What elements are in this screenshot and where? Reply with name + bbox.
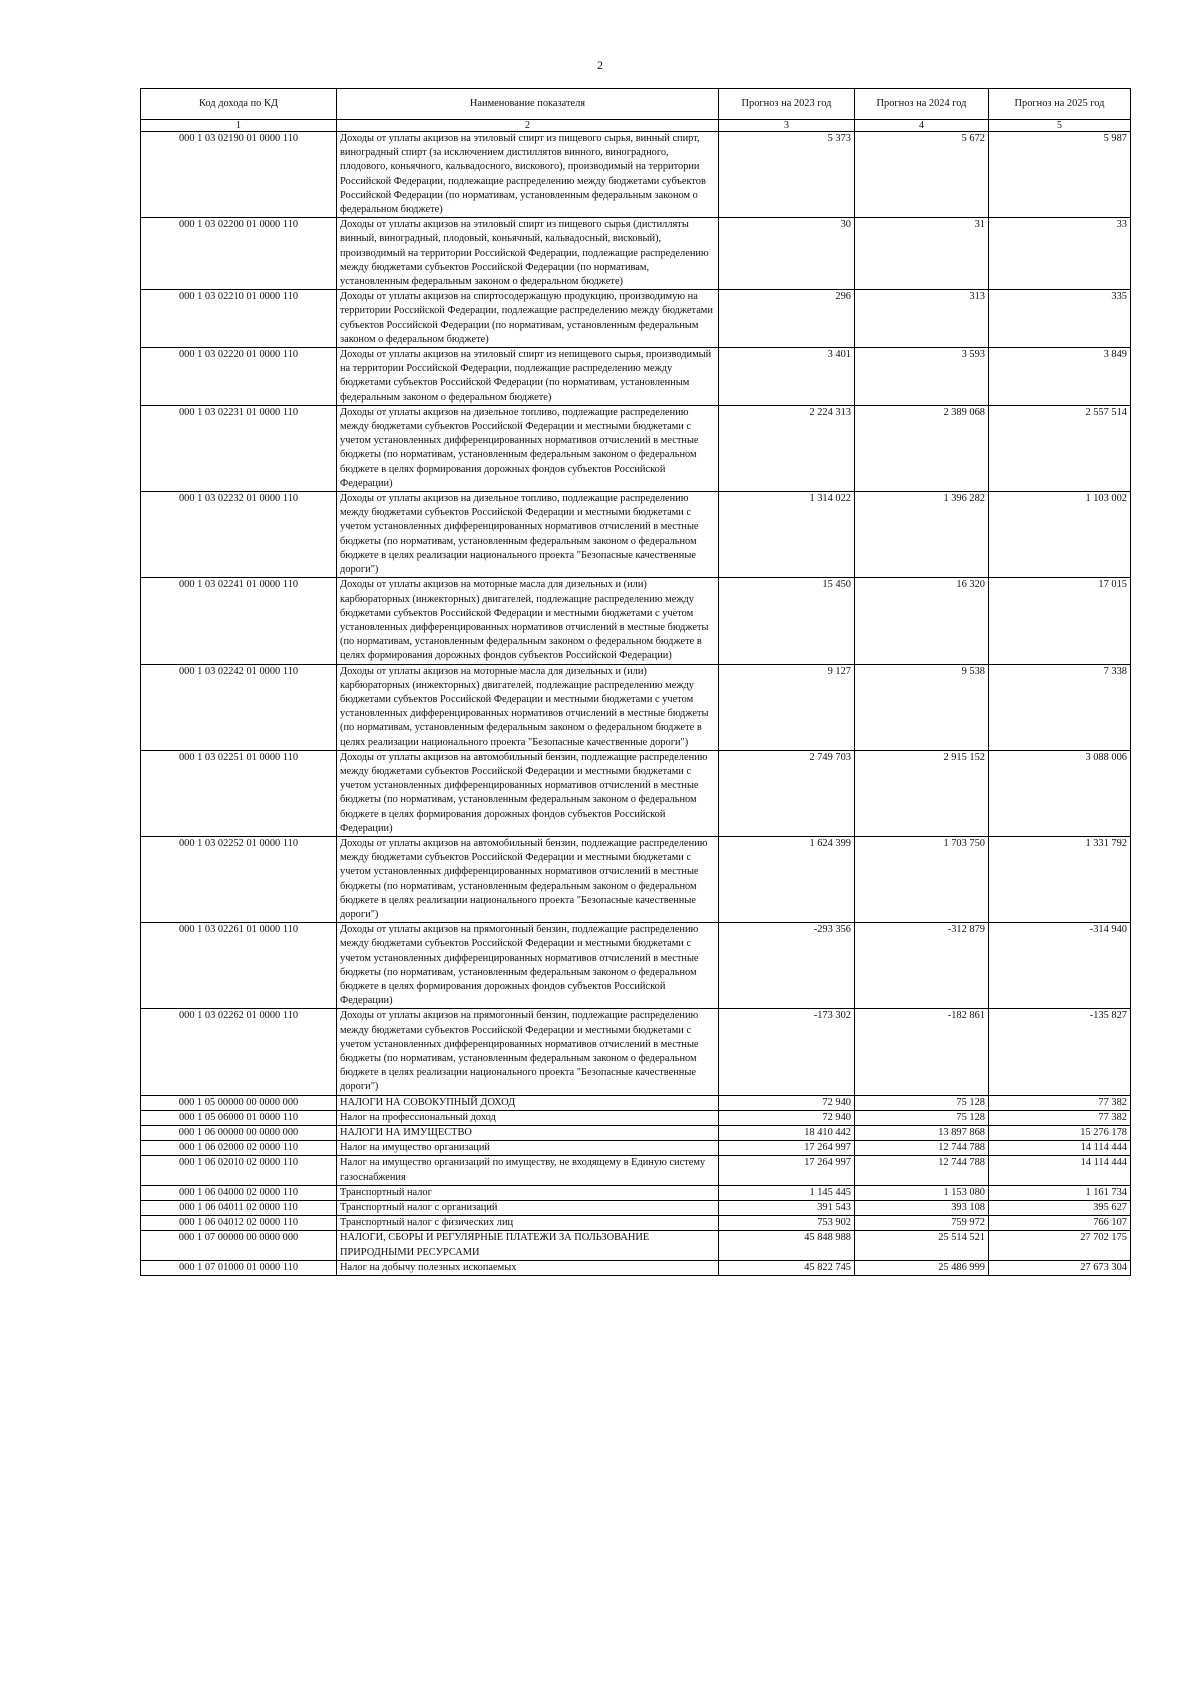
value-2025: 77 382	[989, 1110, 1131, 1125]
row-code: 000 1 03 02252 01 0000 110	[141, 836, 337, 922]
row-name: Доходы от уплаты акцизов на автомобильный бензин, подлежащие распределению между бюджетами субъектов Российской Федерации и местными бюджетами с учетом установленных дифференцированных нормативов отчислений в местные бюджеты (по нормативам, установленным федеральным законом о федеральном бюджете в целях формирования дорожных фондов субъектов Российской Федерации)	[337, 750, 719, 836]
row-code: 000 1 03 02232 01 0000 110	[141, 492, 337, 578]
value-2023: 45 848 988	[719, 1231, 855, 1260]
value-2023: 18 410 442	[719, 1126, 855, 1141]
value-2025: 766 107	[989, 1216, 1131, 1231]
row-code: 000 1 03 02231 01 0000 110	[141, 405, 337, 491]
table-row	[141, 1126, 1131, 1141]
value-2024: 16 320	[855, 578, 989, 664]
value-2024: 9 538	[855, 664, 989, 750]
value-2024: 25 514 521	[855, 1231, 989, 1260]
row-code: 000 1 03 02262 01 0000 110	[141, 1009, 337, 1095]
value-2024: 3 593	[855, 348, 989, 406]
value-2024: 393 108	[855, 1201, 989, 1216]
row-name: Транспортный налог с организаций	[337, 1201, 719, 1216]
row-code: 000 1 05 06000 01 0000 110	[141, 1110, 337, 1125]
value-2025: 27 702 175	[989, 1231, 1131, 1260]
header-code: Код дохода по КД	[141, 89, 337, 120]
table-row	[141, 1110, 1131, 1125]
value-2023: 9 127	[719, 664, 855, 750]
page-number: 2	[597, 58, 603, 72]
column-number: 1	[141, 120, 337, 132]
header-2024: Прогноз на 2024 год	[855, 89, 989, 120]
value-2024: 2 389 068	[855, 405, 989, 491]
row-code: 000 1 03 02242 01 0000 110	[141, 664, 337, 750]
value-2025: 14 114 444	[989, 1141, 1131, 1156]
row-name: Транспортный налог	[337, 1185, 719, 1200]
value-2025: 335	[989, 290, 1131, 348]
value-2024: 75 128	[855, 1110, 989, 1125]
row-name: Доходы от уплаты акцизов на моторные масла для дизельных и (или) карбюраторных (инжекторных) двигателей, подлежащие распределению между бюджетами субъектов Российской Федерации и местными бюджетами с учетом установленных дифференцированных нормативов отчислений в местные бюджеты (по нормативам, установленным федеральным законом о федеральном бюджете в целях реализации национального проекта "Безопасные качественные дороги")	[337, 664, 719, 750]
value-2024: 313	[855, 290, 989, 348]
table-row	[141, 1216, 1131, 1231]
table-row	[141, 492, 1131, 578]
row-name: Доходы от уплаты акцизов на моторные масла для дизельных и (или) карбюраторных (инжекторных) двигателей, подлежащие распределению между бюджетами субъектов Российской Федерации и местными бюджетами с учетом установленных дифференцированных нормативов отчислений в местные бюджеты (по нормативам, установленным федеральным законом о федеральном бюджете в целях формирования дорожных фондов субъектов Российской Федерации)	[337, 578, 719, 664]
table-row	[141, 1231, 1131, 1260]
row-code: 000 1 06 04000 02 0000 110	[141, 1185, 337, 1200]
value-2024: 12 744 788	[855, 1156, 989, 1185]
value-2024: 5 672	[855, 132, 989, 218]
value-2025: 3 088 006	[989, 750, 1131, 836]
value-2024: -182 861	[855, 1009, 989, 1095]
value-2023: 15 450	[719, 578, 855, 664]
row-name: Доходы от уплаты акцизов на спиртосодержащую продукцию, производимую на территории Российской Федерации, подлежащие распределению между бюджетами субъектов Российской Федерации (по нормативам, установленным федеральным законом о федеральном бюджете)	[337, 290, 719, 348]
value-2023: 17 264 997	[719, 1156, 855, 1185]
table-row	[141, 405, 1131, 491]
value-2024: 75 128	[855, 1095, 989, 1110]
value-2025: 395 627	[989, 1201, 1131, 1216]
row-name: Налог на профессиональный доход	[337, 1110, 719, 1125]
value-2024: -312 879	[855, 923, 989, 1009]
row-code: 000 1 07 00000 00 0000 000	[141, 1231, 337, 1260]
value-2023: 1 624 399	[719, 836, 855, 922]
row-name: Налог на добычу полезных ископаемых	[337, 1260, 719, 1275]
row-code: 000 1 07 01000 01 0000 110	[141, 1260, 337, 1275]
value-2023: 1 314 022	[719, 492, 855, 578]
table-row	[141, 1260, 1131, 1275]
value-2024: 1 703 750	[855, 836, 989, 922]
table-row	[141, 1156, 1131, 1185]
value-2023: 2 224 313	[719, 405, 855, 491]
value-2025: 15 276 178	[989, 1126, 1131, 1141]
row-name: Доходы от уплаты акцизов на этиловый спирт из непищевого сырья, производимый на территории Российской Федерации, подлежащие распределению между бюджетами субъектов Российской Федерации (по нормативам, установленным федеральным законом о федеральном бюджете)	[337, 348, 719, 406]
value-2023: 3 401	[719, 348, 855, 406]
table-row	[141, 1095, 1131, 1110]
table-row	[141, 923, 1131, 1009]
table-row	[141, 290, 1131, 348]
row-name: Доходы от уплаты акцизов на прямогонный бензин, подлежащие распределению между бюджетами субъектов Российской Федерации и местными бюджетами с учетом установленных дифференцированных нормативов отчислений в местные бюджеты (по нормативам, установленным федеральным законом о федеральном бюджете в целях формирования дорожных фондов субъектов Российской Федерации)	[337, 923, 719, 1009]
value-2025: 1 331 792	[989, 836, 1131, 922]
value-2025: -135 827	[989, 1009, 1131, 1095]
row-name: Доходы от уплаты акцизов на дизельное топливо, подлежащие распределению между бюджетами субъектов Российской Федерации и местными бюджетами с учетом установленных дифференцированных нормативов отчислений в местные бюджеты (по нормативам, установленным федеральным законом о федеральном бюджете в целях реализации национального проекта "Безопасные качественные дороги")	[337, 492, 719, 578]
row-name: Доходы от уплаты акцизов на этиловый спирт из пищевого сырья (дистилляты винный, виноградный, плодовый, коньячный, кальвадосный, висковый), производимый на территории Российской Федерации, подлежащие распределению между бюджетами субъектов Российской Федерации (по нормативам, установленным федеральным законом о федеральном бюджете)	[337, 218, 719, 290]
value-2024: 25 486 999	[855, 1260, 989, 1275]
row-code: 000 1 06 04012 02 0000 110	[141, 1216, 337, 1231]
row-code: 000 1 03 02220 01 0000 110	[141, 348, 337, 406]
row-name: Доходы от уплаты акцизов на автомобильный бензин, подлежащие распределению между бюджетами субъектов Российской Федерации и местными бюджетами с учетом установленных дифференцированных нормативов отчислений в местные бюджеты (по нормативам, установленным федеральным законом о федеральном бюджете в целях реализации национального проекта "Безопасные качественные дороги")	[337, 836, 719, 922]
table-row	[141, 1009, 1131, 1095]
row-code: 000 1 03 02241 01 0000 110	[141, 578, 337, 664]
table-row	[141, 1185, 1131, 1200]
row-code: 000 1 03 02261 01 0000 110	[141, 923, 337, 1009]
table-row	[141, 348, 1131, 406]
value-2023: 5 373	[719, 132, 855, 218]
value-2024: 12 744 788	[855, 1141, 989, 1156]
value-2023: 753 902	[719, 1216, 855, 1231]
table-row	[141, 578, 1131, 664]
value-2023: 391 543	[719, 1201, 855, 1216]
value-2025: 14 114 444	[989, 1156, 1131, 1185]
row-code: 000 1 06 00000 00 0000 000	[141, 1126, 337, 1141]
row-code: 000 1 05 00000 00 0000 000	[141, 1095, 337, 1110]
value-2025: 1 103 002	[989, 492, 1131, 578]
table-row	[141, 664, 1131, 750]
row-code: 000 1 03 02210 01 0000 110	[141, 290, 337, 348]
value-2025: 2 557 514	[989, 405, 1131, 491]
row-name: НАЛОГИ, СБОРЫ И РЕГУЛЯРНЫЕ ПЛАТЕЖИ ЗА ПОЛЬЗОВАНИЕ ПРИРОДНЫМИ РЕСУРСАМИ	[337, 1231, 719, 1260]
column-number: 2	[337, 120, 719, 132]
row-name: Доходы от уплаты акцизов на этиловый спирт из пищевого сырья, винный спирт, виноградный спирт (за исключением дистиллятов винного, виноградного, плодового, коньячного, кальвадосного, вискового), производимый на территории Российской Федерации, подлежащие распределению между бюджетами субъектов Российской Федерации (по нормативам, установленным федеральным законом о федеральном бюджете)	[337, 132, 719, 218]
value-2024: 759 972	[855, 1216, 989, 1231]
value-2025: 77 382	[989, 1095, 1131, 1110]
revenue-forecast-table	[140, 88, 1131, 1276]
header-2023: Прогноз на 2023 год	[719, 89, 855, 120]
row-code: 000 1 06 02000 02 0000 110	[141, 1141, 337, 1156]
value-2024: 2 915 152	[855, 750, 989, 836]
row-code: 000 1 03 02251 01 0000 110	[141, 750, 337, 836]
value-2024: 1 396 282	[855, 492, 989, 578]
value-2025: 7 338	[989, 664, 1131, 750]
value-2024: 1 153 080	[855, 1185, 989, 1200]
column-number: 3	[719, 120, 855, 132]
row-name: Доходы от уплаты акцизов на прямогонный бензин, подлежащие распределению между бюджетами субъектов Российской Федерации и местными бюджетами с учетом установленных дифференцированных нормативов отчислений в местные бюджеты (по нормативам, установленным федеральным законом о федеральном бюджете в целях реализации национального проекта "Безопасные качественные дороги")	[337, 1009, 719, 1095]
value-2023: 72 940	[719, 1110, 855, 1125]
column-number: 5	[989, 120, 1131, 132]
row-name: НАЛОГИ НА ИМУЩЕСТВО	[337, 1126, 719, 1141]
value-2025: 1 161 734	[989, 1185, 1131, 1200]
value-2023: 45 822 745	[719, 1260, 855, 1275]
value-2025: -314 940	[989, 923, 1131, 1009]
value-2025: 17 015	[989, 578, 1131, 664]
value-2023: 296	[719, 290, 855, 348]
row-name: НАЛОГИ НА СОВОКУПНЫЙ ДОХОД	[337, 1095, 719, 1110]
value-2025: 33	[989, 218, 1131, 290]
header-2025: Прогноз на 2025 год	[989, 89, 1131, 120]
column-number-row	[141, 120, 1131, 132]
value-2024: 31	[855, 218, 989, 290]
value-2023: -173 302	[719, 1009, 855, 1095]
row-name: Транспортный налог с физических лиц	[337, 1216, 719, 1231]
value-2023: 2 749 703	[719, 750, 855, 836]
row-code: 000 1 03 02200 01 0000 110	[141, 218, 337, 290]
row-name: Налог на имущество организаций	[337, 1141, 719, 1156]
value-2025: 3 849	[989, 348, 1131, 406]
header-name: Наименование показателя	[337, 89, 719, 120]
table-header-row	[141, 89, 1131, 120]
row-name: Доходы от уплаты акцизов на дизельное топливо, подлежащие распределению между бюджетами субъектов Российской Федерации и местными бюджетами с учетом установленных дифференцированных нормативов отчислений в местные бюджеты (по нормативам, установленным федеральным законом о федеральном бюджете в целях формирования дорожных фондов субъектов Российской Федерации)	[337, 405, 719, 491]
value-2023: 17 264 997	[719, 1141, 855, 1156]
table-row	[141, 1141, 1131, 1156]
table-row	[141, 218, 1131, 290]
value-2024: 13 897 868	[855, 1126, 989, 1141]
value-2023: 1 145 445	[719, 1185, 855, 1200]
value-2023: 30	[719, 218, 855, 290]
column-number: 4	[855, 120, 989, 132]
table-row	[141, 132, 1131, 218]
value-2023: -293 356	[719, 923, 855, 1009]
value-2025: 5 987	[989, 132, 1131, 218]
row-code: 000 1 03 02190 01 0000 110	[141, 132, 337, 218]
table-row	[141, 836, 1131, 922]
row-code: 000 1 06 04011 02 0000 110	[141, 1201, 337, 1216]
row-code: 000 1 06 02010 02 0000 110	[141, 1156, 337, 1185]
value-2025: 27 673 304	[989, 1260, 1131, 1275]
row-name: Налог на имущество организаций по имуществу, не входящему в Единую систему газоснабжения	[337, 1156, 719, 1185]
table-row	[141, 1201, 1131, 1216]
value-2023: 72 940	[719, 1095, 855, 1110]
table-row	[141, 750, 1131, 836]
